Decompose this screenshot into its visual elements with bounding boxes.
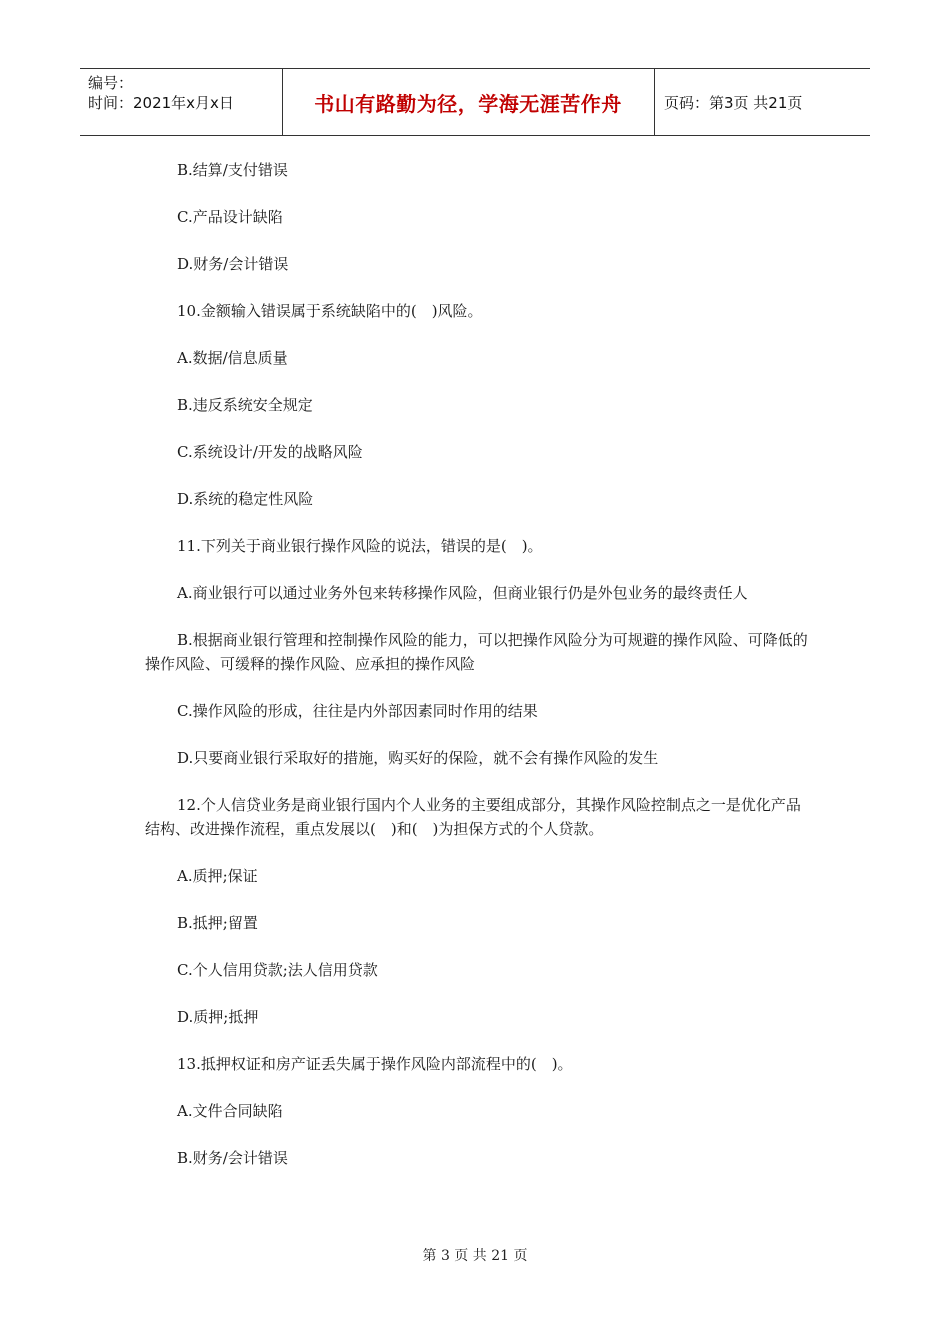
option-line: C.个人信用贷款;法人信用贷款 — [177, 961, 378, 979]
serial-number-label: 编号： — [88, 74, 134, 92]
question-13: 13.抵押权证和房产证丢失属于操作风险内部流程中的( )。 — [177, 1055, 573, 1073]
option-line: B.结算/支付错误 — [177, 161, 288, 179]
option-line: C.操作风险的形成，往往是内外部因素同时作用的结果 — [177, 702, 538, 720]
option-line: A.质押;保证 — [177, 867, 258, 885]
option-line: D.财务/会计错误 — [177, 255, 289, 273]
option-line: A.商业银行可以通过业务外包来转移操作风险，但商业银行仍是外包业务的最终责任人 — [177, 584, 748, 602]
option-line: D.只要商业银行采取好的措施，购买好的保险，就不会有操作风险的发生 — [177, 749, 659, 767]
question-12: 12.个人信贷业务是商业银行国内个人业务的主要组成部分，其操作风险控制点之一是优化产品结构、改进操作流程，重点发展以( )和( )为担保方式的个人贷款。 — [145, 796, 801, 838]
option-line: C.系统设计/开发的战略风险 — [177, 443, 363, 461]
option-line: D.质押;抵押 — [177, 1008, 259, 1026]
option-line: B.违反系统安全规定 — [177, 396, 313, 414]
header-motto: 书山有路勤为径，学海无涯苦作舟 — [314, 91, 622, 116]
option-line: D.系统的稳定性风险 — [177, 490, 314, 508]
question-10: 10.金额输入错误属于系统缺陷中的( )风险。 — [177, 302, 483, 320]
date-label: 时间：2021年x月x日 — [88, 94, 234, 112]
option-line: C.产品设计缺陷 — [177, 208, 283, 226]
header-meta — [88, 73, 234, 113]
header-page-info: 页码：第3页 共21页 — [664, 93, 803, 112]
option-line: B.财务/会计错误 — [177, 1149, 288, 1167]
option-line: B.根据商业银行管理和控制操作风险的能力，可以把操作风险分为可规避的操作风险、可降低的操作风险、可缓释的操作风险、应承担的操作风险 — [145, 631, 808, 673]
option-line: B.抵押;留置 — [177, 914, 258, 932]
option-line: A.数据/信息质量 — [177, 349, 288, 367]
header-divider-right — [654, 69, 655, 135]
page-header — [80, 68, 870, 136]
document-body — [145, 158, 815, 1193]
option-line: A.文件合同缺陷 — [177, 1102, 283, 1120]
page-footer: 第 3 页 共 21 页 — [422, 1248, 528, 1264]
question-11: 11.下列关于商业银行操作风险的说法，错误的是( )。 — [177, 537, 543, 555]
